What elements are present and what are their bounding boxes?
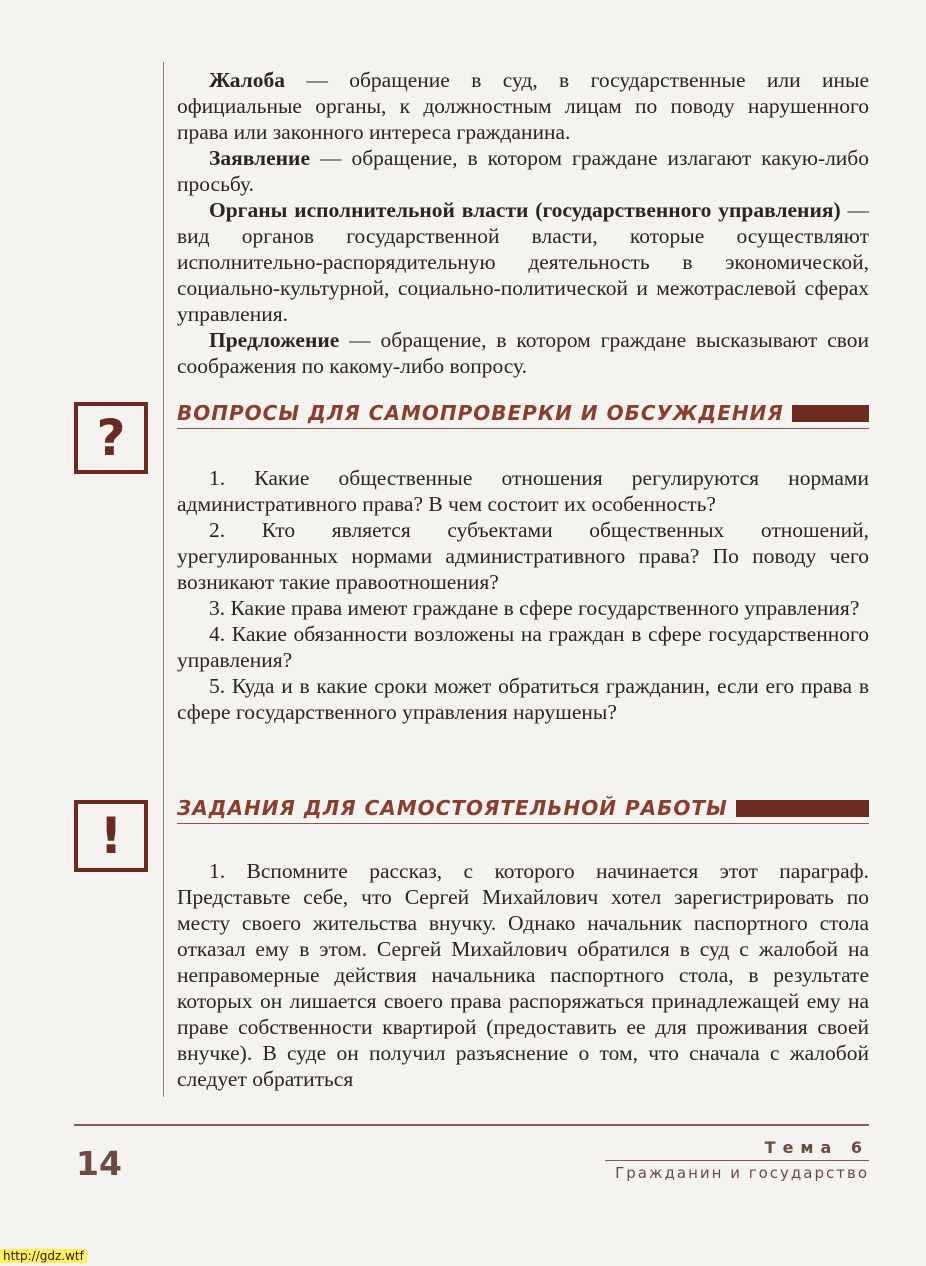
- question-item: 5. Куда и в какие сроки может обратиться гражданин, если его права в сфере государственного управления нарушены?: [177, 674, 869, 724]
- question-item: 2. Кто является субъектами общественных отношений, урегулированных нормами административного права? По поводу чего возникают такие правоотношения?: [177, 518, 869, 594]
- subject-label: Гражданин и государство: [615, 1164, 869, 1182]
- heading-underline: [177, 823, 869, 824]
- task-item: 1. Вспомните рассказ, с которого начинается этот параграф. Представьте себе, что Сергей Михайлович хотел зарегистрировать по месту своего жительства внучку. Однако начальник паспортного стола отказал ему в этом. Сергей Михайлович обратился в суд с жалобой на неправомерные действия начальника паспортного стола, в результате которых он лишается своего права распоряжаться принадлежащей ему на праве собственности квартирой (предоставить ее для проживания своей внучке). В суде он получил разъяснение о том, что сначала с жалобой следует обратиться: [177, 859, 869, 1091]
- definition-complaint: Жалоба — обращение в суд, в государственные или иные официальные органы, к должностным лицам по поводу нарушенного права или законного интереса гражданина.: [177, 68, 869, 144]
- page-number: 14: [76, 1144, 122, 1183]
- definition-proposal: Предложение — обращение, в котором граждане высказывают свои соображения по какому-либо вопросу.: [177, 328, 869, 378]
- heading-bar: [736, 800, 869, 817]
- tasks-heading: ЗАДАНИЯ ДЛЯ САМОСТОЯТЕЛЬНОЙ РАБОТЫ: [177, 794, 869, 822]
- heading-underline: [177, 428, 869, 429]
- question-mark-icon: ?: [74, 402, 148, 474]
- definition-application: Заявление — обращение, в котором граждане излагают какую-либо просьбу.: [177, 146, 869, 196]
- topic-label: Тема 6: [764, 1138, 869, 1157]
- tasks-list: [177, 858, 869, 1092]
- definition-executive-bodies: Органы исполнительной власти (государственного управления) — вид органов государственной власти, которые осуществляют исполнительно-распорядительную деятельность в экономической, социально-культурной, социально-политической и межотраслевой сферах управления.: [177, 198, 870, 326]
- questions-heading: ВОПРОСЫ ДЛЯ САМОПРОВЕРКИ И ОБСУЖДЕНИЯ: [177, 399, 869, 427]
- topic-rule: [605, 1160, 869, 1161]
- margin-rule: [163, 62, 164, 1097]
- definitions-block: [177, 67, 869, 379]
- watermark-link[interactable]: http://gdz.wtf: [0, 1249, 87, 1263]
- exclamation-icon: !: [74, 800, 148, 872]
- questions-list: [177, 465, 869, 725]
- question-item: 3. Какие права имеют граждане в сфере государственного управления?: [209, 596, 860, 620]
- heading-bar: [792, 405, 869, 422]
- question-item: 1. Какие общественные отношения регулируются нормами административного права? В чем состоит их особенность?: [177, 466, 869, 516]
- footer-rule: [74, 1124, 869, 1126]
- question-item: 4. Какие обязанности возложены на граждан в сфере государственного управления?: [177, 622, 869, 672]
